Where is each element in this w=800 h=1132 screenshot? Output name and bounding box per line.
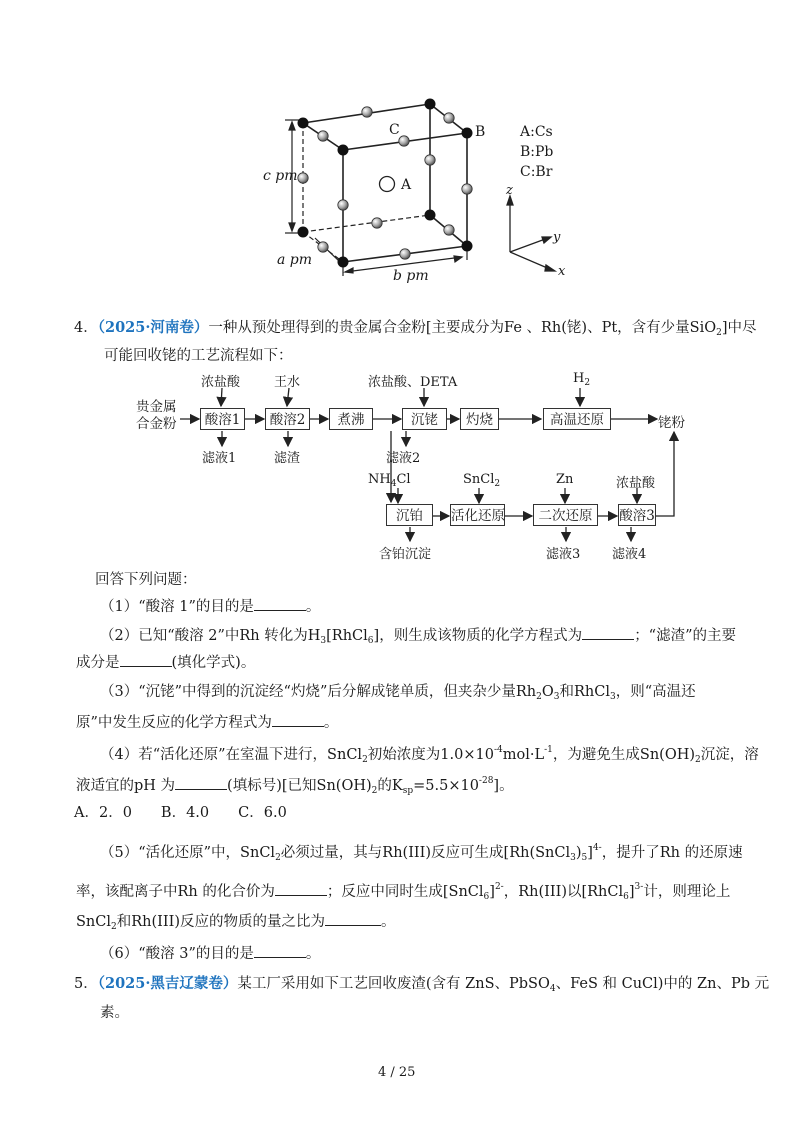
atom-a-label: A (401, 177, 412, 193)
axis-z-label: z (506, 183, 513, 198)
flow-box-precip-rh: 沉铑 (402, 408, 447, 430)
q4-sub5-line1: （5）“活化还原”中，SnCl$_2$必须过量，其与Rh(III)反应可生成$[Rh(SnCl_3)_5]^{4-}$，提升了Rh 的还原速 (100, 843, 743, 863)
flow-reagent-sncl2: SnCl$_2$ (463, 472, 501, 489)
dim-b-label: b pm (393, 268, 429, 284)
crystal-legend (520, 122, 553, 182)
flow-box-high-temp-reduce: 高温还原 (543, 408, 611, 430)
process-flow-diagram (0, 370, 800, 570)
q5-source: （2025·黑吉辽蒙卷） (97, 975, 238, 992)
flow-output-filtrate2: 滤液2 (386, 451, 421, 466)
flow-output-pt-precip: 含铂沉淀 (379, 547, 432, 562)
answer-blank[interactable] (254, 596, 306, 611)
flow-box-boil: 煮沸 (329, 408, 373, 430)
axis-y-label: y (553, 230, 561, 245)
q4-sub4-line1: （4）若“活化还原”在室温下进行，SnCl$_2$初始浓度为$1.0\times 10^{-4}mol\cdot L^{-1}$，为避免生成$Sn(OH)_2$沉淀，溶 (100, 745, 759, 765)
legend-c: C:Br (520, 164, 553, 180)
q4-sub2-line1: （2）已知“酸溶 2”中Rh 转化为$H_3[RhCl_6]$，则生成该物质的化学方程式为 ；“滤渣”的主要 (100, 625, 736, 651)
q4-number: 4． (74, 320, 98, 336)
answer-blank[interactable] (175, 775, 227, 790)
q4-sub6: （6）“酸溶 3”的目的是 。 (100, 943, 320, 964)
answer-blank[interactable] (120, 652, 172, 667)
atom-c-label: C (389, 122, 400, 138)
flow-reagent-hcl-2: 浓盐酸 (616, 476, 656, 491)
flow-box-acid2: 酸溶2 (265, 408, 310, 430)
flow-reagent-nh4cl: $NH_4Cl$ (368, 472, 411, 489)
flow-reagent-hcl: 浓盐酸 (201, 375, 241, 390)
answer-blank[interactable] (325, 911, 381, 926)
flow-start: 贵金属 合金粉 (136, 399, 177, 432)
flow-box-activate-reduce: 活化还原 (450, 504, 505, 526)
flow-box-second-reduce: 二次还原 (533, 504, 598, 526)
answer-blank[interactable] (582, 625, 634, 640)
axis-x-label: x (558, 264, 566, 279)
legend-a: A:Cs (520, 124, 553, 140)
q4-sub3-line2: 原”中发生反应的化学方程式为 。 (76, 712, 338, 733)
flow-box-calcine: 灼烧 (460, 408, 499, 430)
dim-c-label: c pm (263, 168, 298, 184)
q4-options: A．2．0 B．4.0 C．6.0 (74, 805, 287, 821)
crystal-figure (0, 0, 800, 300)
flow-output-filtrate4: 滤液4 (612, 547, 647, 562)
flow-reagent-aqua-regia: 王水 (274, 375, 301, 390)
flow-reagent-h2: $H_2$ (573, 371, 591, 388)
flow-output-filtrate3: 滤液3 (546, 547, 581, 562)
q4-intro-2: 可能回收铑的工艺流程如下： (104, 348, 293, 364)
q4-sub5-line2: 率，该配离子中Rh 的化合价为 ；反应中同时生成[SnCl$_6$]$^{2-}$，Rh(III)以[RhCl$_6$]$^{3-}$计，则理论上 (76, 882, 731, 902)
flow-output-residue: 滤渣 (274, 451, 301, 466)
q4-sub2-line2: 成分是 (填化学式)。 (76, 652, 255, 673)
flow-box-acid1: 酸溶1 (200, 408, 245, 430)
flow-reagent-zn: Zn (556, 472, 574, 487)
dim-a-label: a pm (277, 252, 313, 268)
q4-source: （2025·河南卷） (97, 319, 209, 336)
q4-prompt: 回答下列问题： (95, 572, 197, 588)
answer-blank[interactable] (254, 943, 306, 958)
answer-blank[interactable] (275, 881, 327, 896)
q5-line1: 5．（2025·黑吉辽蒙卷）某工厂采用如下工艺回收废渣(含有 ZnS、PbSO$_4$、FeS 和 CuCl)中的 Zn、Pb 元 (74, 975, 770, 994)
atom-b-label: B (475, 124, 486, 140)
q4-intro-1: 一种从预处理得到的贵金属合金粉[主要成分为Fe 、Rh(铑)、Pt，含有少量SiO (208, 320, 717, 336)
q4-sub3-line1: （3）“沉铑”中得到的沉淀经“灼烧”后分解成铑单质，但夹杂少量$Rh_2O_3$和RhCl$_3$，则“高温还 (100, 684, 696, 702)
q5-number: 5． (74, 976, 98, 992)
q5-line2: 素。 (100, 1005, 129, 1021)
q4-sub5-line3: SnCl$_2$和Rh(III)反应的物质的量之比为 。 (76, 911, 396, 937)
flow-box-acid3: 酸溶3 (618, 504, 656, 526)
q4-sub4-line2: 液适宜的pH 为 (填标号)[已知$Sn(OH)_2$的$K_{sp}=5.5\times 10^{-28}$]。 (76, 776, 514, 796)
q4-sub1: （1）“酸溶 1”的目的是 。 (100, 596, 320, 617)
flow-output-filtrate1: 滤液1 (202, 451, 237, 466)
legend-b: B:Pb (520, 144, 554, 160)
flow-box-precip-pt: 沉铂 (386, 504, 433, 526)
q4-line1: 4．（2025·河南卷）一种从预处理得到的贵金属合金粉[主要成分为Fe 、Rh(铑)、Pt，含有少量SiO$_2$]中尽 (74, 319, 757, 338)
flow-product: 铑粉 (658, 415, 685, 431)
flow-reagent-hcl-deta: 浓盐酸、DETA (368, 375, 458, 390)
page-number: 4 / 25 (378, 1065, 416, 1080)
answer-blank[interactable] (272, 712, 324, 727)
